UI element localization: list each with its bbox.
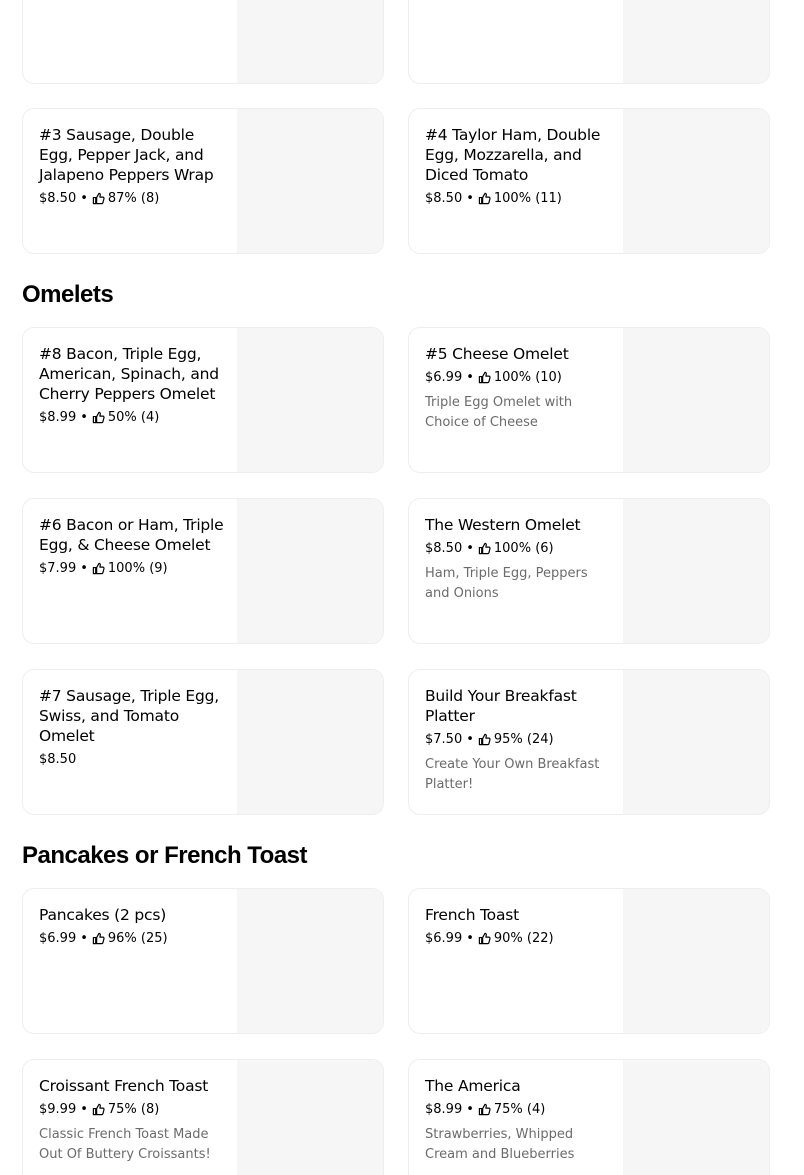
item-name: Croissant French Toast xyxy=(39,1077,209,1095)
item-image xyxy=(623,499,769,644)
item-meta xyxy=(39,751,229,768)
separator-dot: • xyxy=(80,931,88,946)
item-price: $6.99 xyxy=(425,931,463,946)
menu-item-card[interactable] xyxy=(408,1059,770,1175)
item-name: #4 Taylor Ham, Double Egg, Mozzarella, and Diced Tomato xyxy=(425,126,601,184)
item-description: Triple Egg Omelet with Choice of Cheese xyxy=(425,395,573,430)
item-rating: 100% (10) xyxy=(493,370,562,385)
separator-dot: • xyxy=(80,1102,88,1117)
item-name: The America xyxy=(425,1077,521,1095)
section-title: Pancakes or French Toast xyxy=(22,842,307,869)
item-price: $8.99 xyxy=(39,410,77,425)
item-image xyxy=(237,889,383,1034)
item-image xyxy=(237,499,383,644)
item-description: Strawberries, Whipped Cream and Blueberries xyxy=(425,1127,575,1162)
item-image xyxy=(623,109,769,254)
item-name: French Toast xyxy=(425,906,520,924)
item-image xyxy=(237,670,383,815)
item-name: Pancakes (2 pcs) xyxy=(39,906,167,924)
item-name: The Western Omelet xyxy=(425,516,581,534)
item-price: $6.99 xyxy=(39,931,77,946)
item-meta xyxy=(425,930,615,947)
thumbs-up-icon xyxy=(92,562,105,575)
item-rating: 95% (24) xyxy=(493,732,554,747)
item-description: Ham, Triple Egg, Peppers and Onions xyxy=(425,566,588,601)
item-meta xyxy=(425,540,615,557)
separator-dot: • xyxy=(466,1102,474,1117)
item-image xyxy=(237,109,383,254)
item-price: $8.50 xyxy=(39,191,77,206)
item-rating: 75% (8) xyxy=(107,1102,160,1117)
item-name: #5 Cheese Omelet xyxy=(425,345,569,363)
thumbs-up-icon xyxy=(92,1103,105,1116)
item-meta xyxy=(425,731,615,748)
menu-item-card[interactable] xyxy=(22,0,384,84)
item-price: $9.99 xyxy=(39,1102,77,1117)
menu-item-card[interactable] xyxy=(408,327,770,473)
separator-dot: • xyxy=(80,410,88,425)
item-meta xyxy=(39,190,229,207)
item-meta xyxy=(39,409,229,426)
item-image xyxy=(623,889,769,1034)
menu-item-card[interactable] xyxy=(22,1059,384,1175)
menu-item-card[interactable] xyxy=(22,888,384,1034)
section-title: Omelets xyxy=(22,281,114,308)
item-rating: 87% (8) xyxy=(107,191,160,206)
item-name: #3 Sausage, Double Egg, Pepper Jack, and Jalapeno Peppers Wrap xyxy=(39,126,214,184)
item-price: $8.50 xyxy=(425,191,463,206)
thumbs-up-icon xyxy=(478,733,491,746)
item-price: $7.99 xyxy=(39,561,77,576)
menu-item-card[interactable] xyxy=(408,669,770,815)
item-meta xyxy=(425,190,615,207)
item-image xyxy=(623,1060,769,1175)
item-image xyxy=(623,670,769,815)
separator-dot: • xyxy=(466,541,474,556)
separator-dot: • xyxy=(466,732,474,747)
separator-dot: • xyxy=(466,370,474,385)
item-name: #8 Bacon, Triple Egg, American, Spinach, and Cherry Peppers Omelet xyxy=(39,345,219,403)
item-rating: 100% (11) xyxy=(493,191,562,206)
item-price: $6.99 xyxy=(425,370,463,385)
menu-item-card[interactable] xyxy=(22,669,384,815)
separator-dot: • xyxy=(80,191,88,206)
item-rating: 100% (9) xyxy=(107,561,168,576)
menu-item-card[interactable] xyxy=(22,498,384,644)
item-image xyxy=(623,328,769,473)
thumbs-up-icon xyxy=(92,192,105,205)
item-rating: 90% (22) xyxy=(493,931,554,946)
item-rating: 75% (4) xyxy=(493,1102,546,1117)
item-description: Classic French Toast Made Out Of Buttery Croissants! xyxy=(39,1127,211,1162)
thumbs-up-icon xyxy=(92,411,105,424)
item-meta xyxy=(39,930,229,947)
item-price: $8.50 xyxy=(39,752,77,767)
item-image xyxy=(237,1060,383,1175)
item-name: #7 Sausage, Triple Egg, Swiss, and Tomato Omelet xyxy=(39,687,220,745)
item-meta xyxy=(425,369,615,386)
item-description: Create Your Own Breakfast Platter! xyxy=(425,757,600,792)
menu-item-card[interactable] xyxy=(22,108,384,254)
menu-item-card[interactable] xyxy=(408,498,770,644)
item-image xyxy=(237,0,383,84)
separator-dot: • xyxy=(80,561,88,576)
thumbs-up-icon xyxy=(478,932,491,945)
menu-item-card[interactable] xyxy=(408,0,770,84)
separator-dot: • xyxy=(466,931,474,946)
thumbs-up-icon xyxy=(92,932,105,945)
menu-item-card[interactable] xyxy=(22,327,384,473)
item-price: $8.99 xyxy=(425,1102,463,1117)
menu-item-card[interactable] xyxy=(408,108,770,254)
item-rating: 96% (25) xyxy=(107,931,168,946)
item-price: $8.50 xyxy=(425,541,463,556)
item-meta xyxy=(425,1101,615,1118)
thumbs-up-icon xyxy=(478,542,491,555)
item-meta xyxy=(39,1101,229,1118)
menu-item-card[interactable] xyxy=(408,888,770,1034)
item-name: #6 Bacon or Ham, Triple Egg, & Cheese Omelet xyxy=(39,516,224,554)
item-image xyxy=(623,0,769,84)
item-meta xyxy=(39,560,229,577)
item-rating: 50% (4) xyxy=(107,410,160,425)
thumbs-up-icon xyxy=(478,1103,491,1116)
thumbs-up-icon xyxy=(478,192,491,205)
item-image xyxy=(237,328,383,473)
item-price: $7.50 xyxy=(425,732,463,747)
separator-dot: • xyxy=(466,191,474,206)
thumbs-up-icon xyxy=(478,371,491,384)
item-name: Build Your Breakfast Platter xyxy=(425,687,577,725)
item-rating: 100% (6) xyxy=(493,541,554,556)
